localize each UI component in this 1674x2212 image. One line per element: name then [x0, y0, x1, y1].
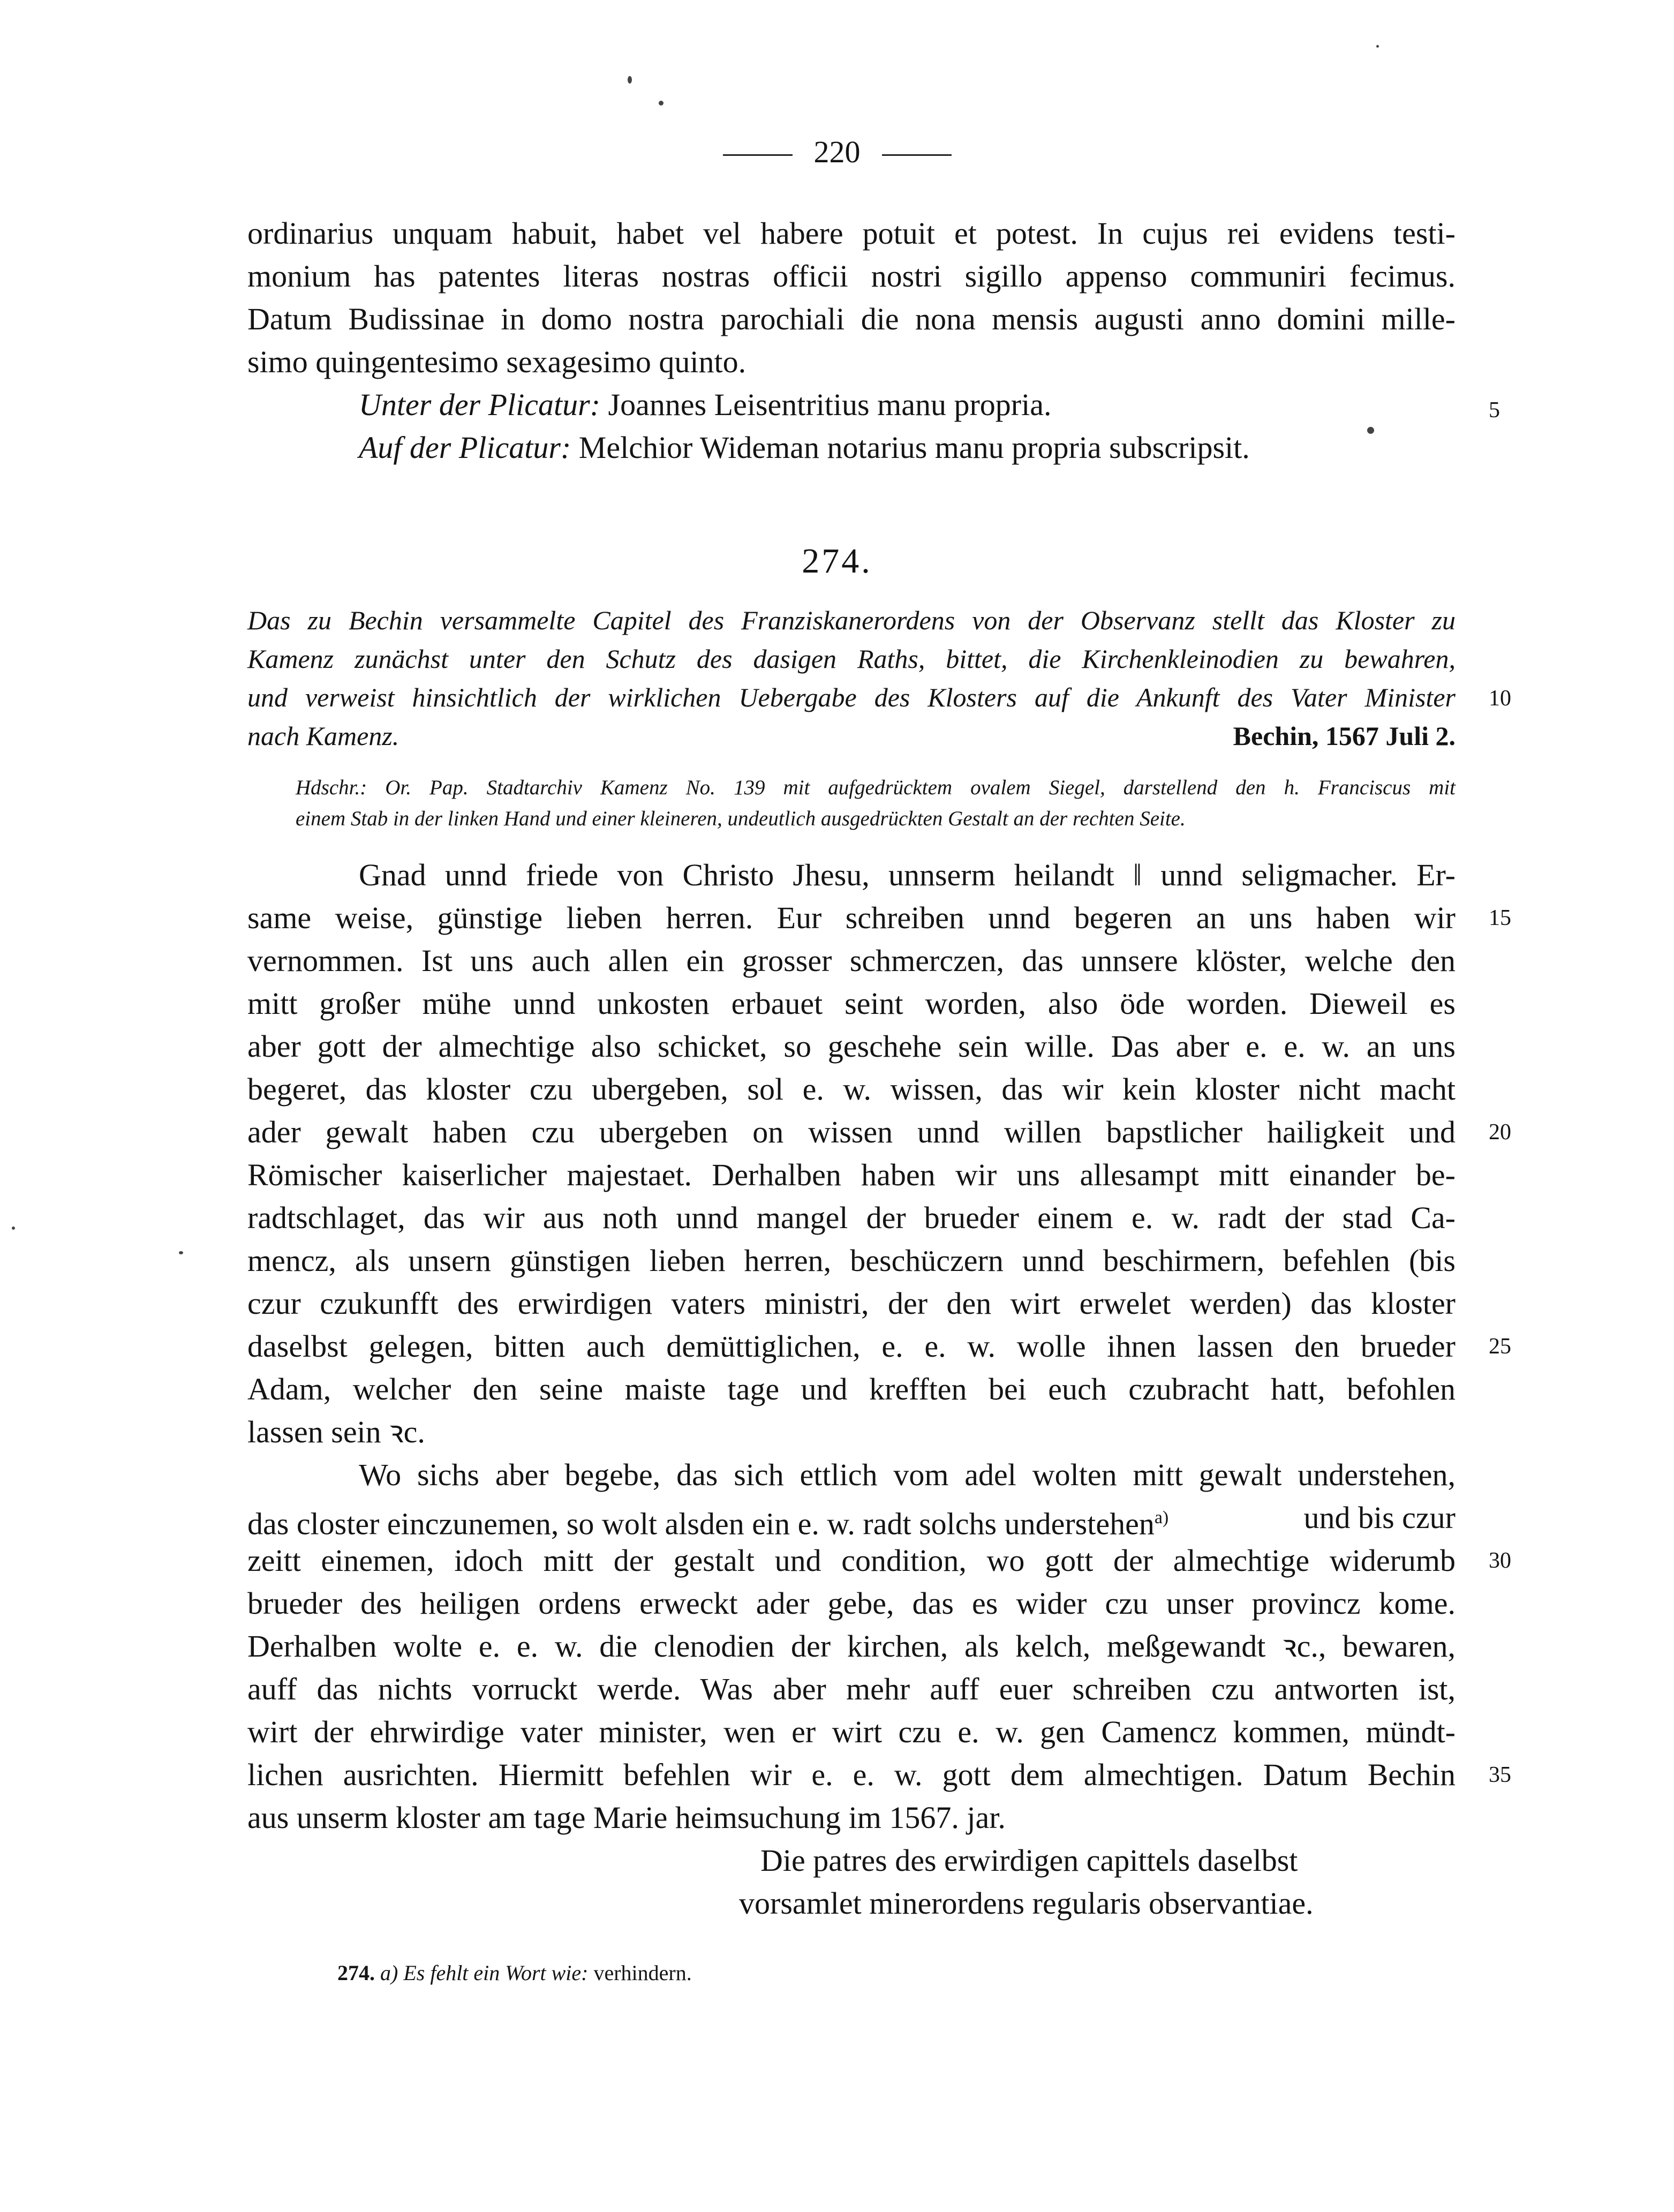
text-line: brueder des heiligen ordens erweckt ader gebe, das es wider czu unser provincz kome. — [247, 1586, 1456, 1621]
text-line: mitt großer mühe unnd unkosten erbauet seint worden, also öde worden. Dieweil es — [247, 986, 1456, 1021]
footnote — [337, 1960, 692, 1985]
text-line: aber gott der almechtige also schicket, so geschehe sein wille. Das aber e. e. w. an uns — [247, 1029, 1456, 1064]
regest-line: Kamenz zunächst unter den Schutz des dasigen Raths, bittet, die Kirchenkleinodien zu bewahren, — [247, 644, 1456, 674]
text-line: Datum Budissinae in domo nostra parochiali die nona mensis augusti anno domini mille- — [247, 302, 1456, 336]
regest-line: und verweist hinsichtlich der wirklichen Uebergabe des Klosters auf die Ankunft des Vater Minister — [247, 682, 1456, 712]
text-line: auff das nichts vorruckt werde. Was aber mehr auff euer schreiben czu antworten ist, — [247, 1672, 1456, 1706]
document-number: 274. — [802, 541, 872, 581]
place-date: Bechin, 1567 Juli 2. — [1233, 721, 1456, 751]
header-dash-left — [723, 154, 793, 156]
source-line: Hdschr.: Or. Pap. Stadtarchiv Kamenz No. 139 mit aufgedrücktem ovalem Siegel, darstellend den h. Franciscus mit — [296, 776, 1456, 799]
plicatur-on-label: Auf der Plicatur: — [359, 430, 571, 465]
footnote-marker: a) — [380, 1961, 398, 1985]
text-line: monium has patentes literas nostras officii nostri sigillo appenso communiri fecimus. — [247, 259, 1456, 294]
plicatur-on-text: Melchior Wideman notarius manu propria subscripsit. — [578, 430, 1250, 465]
signature-line: vorsamlet minerordens regularis observantiae. — [739, 1886, 1314, 1921]
scan-speck — [659, 101, 663, 106]
regest-line: Das zu Bechin versammelte Capitel des Franziskanerordens von der Observanz stellt das Kloster zu — [247, 605, 1456, 635]
footnote-marker: a) — [1154, 1508, 1169, 1528]
line-number: 20 — [1489, 1120, 1511, 1145]
line-number: 35 — [1489, 1763, 1511, 1787]
scan-speck — [179, 1251, 183, 1254]
text-line: lassen sein ꝛc. — [247, 1415, 425, 1449]
source-line: einem Stab in der linken Hand und einer kleineren, undeutlich ausgedrückten Gestalt an der rechten Seite. — [296, 807, 1186, 830]
signature-line: Die patres des erwirdigen capittels daselbst — [760, 1843, 1298, 1878]
line-number: 5 — [1489, 398, 1500, 423]
line-number: 30 — [1489, 1548, 1511, 1573]
scan-speck — [1376, 45, 1379, 48]
text-line: mencz, als unsern günstigen lieben herren, beschüczern unnd beschirmern, befehlen (bis — [247, 1243, 1456, 1278]
page-number: 220 — [813, 134, 861, 169]
text-line: same weise, günstige lieben herren. Eur schreiben unnd begeren an uns haben wir — [247, 900, 1456, 935]
text-line: zeitt einemen, idoch mitt der gestalt und condition, wo gott der almechtige widerumb — [247, 1543, 1456, 1578]
text-line: Wo sichs aber begebe, das sich ettlich vom adel wolten mitt gewalt understehen, — [359, 1457, 1456, 1492]
scan-speck — [628, 76, 632, 84]
plicatur-on — [359, 426, 1250, 469]
footnote-text: verhindern. — [593, 1961, 692, 1985]
line-number: 15 — [1489, 906, 1511, 930]
footnote-ref: 274. — [337, 1961, 375, 1985]
regest-line: nach Kamenz. — [247, 721, 399, 751]
scan-speck — [1367, 427, 1374, 434]
text-line: wirt der ehrwirdige vater minister, wen er wirt czu e. w. gen Camencz kommen, mündt- — [247, 1714, 1456, 1749]
text-line: aus unserm kloster am tage Marie heimsuchung im 1567. jar. — [247, 1800, 1006, 1835]
text-line: daselbst gelegen, bitten auch demüttiglichen, e. e. w. wolle ihnen lassen den brueder — [247, 1329, 1456, 1364]
text-line: simo quingentesimo sexagesimo quinto. — [247, 344, 746, 379]
text-line: vernommen. Ist uns auch allen ein grosser schmerczen, das unnsere klöster, welche den — [247, 943, 1456, 978]
text-line: Römischer kaiserlicher majestaet. Derhalben haben wir uns allesampt mitt einander be- — [247, 1157, 1456, 1192]
text-line: Adam, welcher den seine maiste tage und krefften bei euch czubracht hatt, befohlen — [247, 1372, 1456, 1406]
scan-speck — [12, 1227, 15, 1230]
header-dash-right — [882, 154, 952, 156]
plicatur-under-label: Unter der Plicatur: — [359, 387, 601, 422]
plicatur-under-text: Joannes Leisentritius manu propria. — [608, 387, 1052, 422]
text-line: lichen ausrichten. Hiermitt befehlen wir e. e. w. gott dem almechtigen. Datum Bechin — [247, 1757, 1456, 1792]
plicatur-under — [359, 383, 1051, 426]
text-line-with-footnote-marker — [247, 1496, 1456, 1545]
text-line: begeret, das kloster czu ubergeben, sol e. w. wissen, das wir kein kloster nicht macht — [247, 1072, 1456, 1107]
text-line: ordinarius unquam habuit, habet vel habere potuit et potest. In cujus rei evidens testi- — [247, 216, 1456, 251]
text-line: ader gewalt haben czu ubergeben on wissen unnd willen bapstlicher hailigkeit und — [247, 1115, 1456, 1149]
text-line: Gnad unnd friede von Christo Jhesu, unnserm heilandt ‖ unnd seligmacher. Er- — [359, 857, 1456, 892]
text-line: czur czukunfft des erwirdigen vaters ministri, der den wirt erwelet werden) das kloster — [247, 1286, 1456, 1321]
text-line-end: und bis czur — [1303, 1500, 1456, 1535]
line-number: 10 — [1489, 686, 1511, 711]
line-number: 25 — [1489, 1334, 1511, 1359]
footnote-italic: Es fehlt ein Wort wie: — [403, 1961, 589, 1985]
text-line: Derhalben wolte e. e. w. die clenodien der kirchen, als kelch, meßgewandt ꝛc., bewaren, — [247, 1629, 1456, 1664]
text-line: radtschlaget, das wir aus noth unnd mangel der brueder einem e. w. radt der stad Ca- — [247, 1200, 1456, 1235]
text-line-start: das closter einczunemen, so wolt alsden ein e. w. radt solchs understehen$^{a)}$ — [247, 1506, 1169, 1541]
page-header — [0, 134, 1674, 170]
